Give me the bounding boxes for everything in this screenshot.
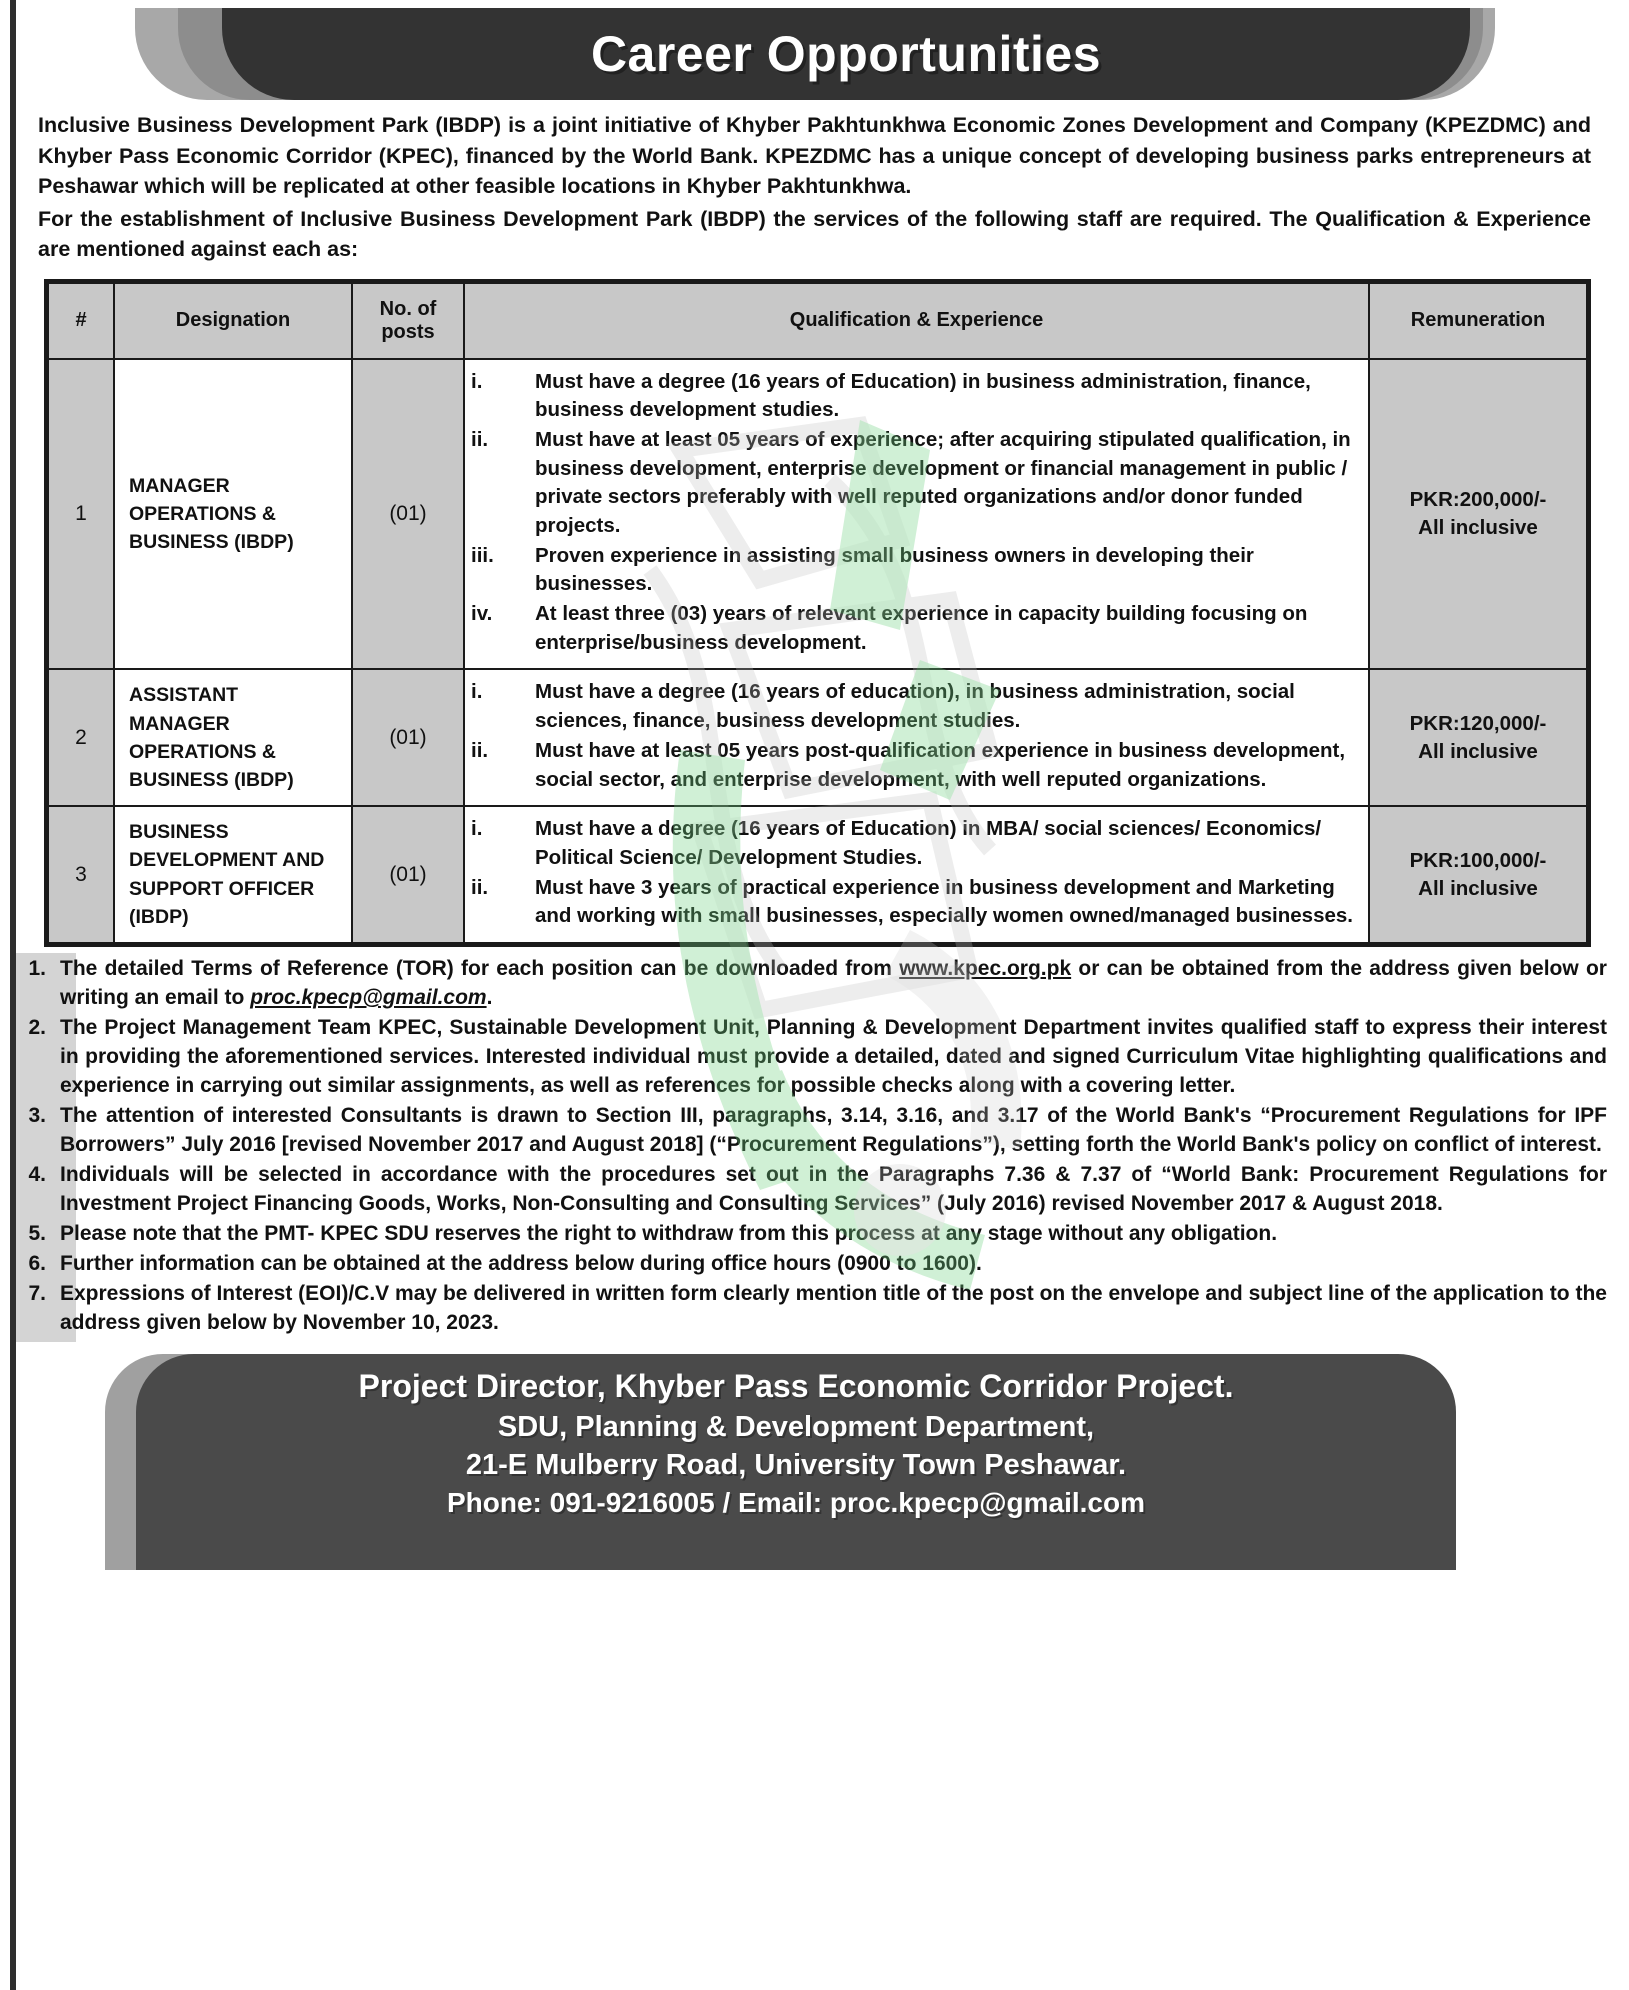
footer-banner [0,1348,1629,1570]
note-number: 7. [28,1281,46,1305]
footer-line-director: Project Director, Khyber Pass Economic Corridor Project. [358,1367,1234,1404]
note-number: 6. [28,1251,46,1275]
header-qualification: Qualification & Experience [464,283,1369,359]
note-text-fragment: Further information can be obtained at the address below during office hours (0900 to 1600). [60,1251,982,1275]
cell-qualification [464,806,1369,943]
remuneration-amount: PKR:100,000/- [1409,848,1547,872]
cell-row-number: 3 [48,806,114,943]
qualification-list [471,678,1358,794]
qualification-item [471,874,1358,931]
notes-list [16,955,1607,1338]
qualification-marker: ii. [471,738,489,762]
note-text [60,1161,1607,1219]
remuneration-note: All inclusive [1418,876,1538,900]
note-link[interactable]: www.kpec.org.pk [899,956,1072,980]
cell-posts: (01) [352,669,464,806]
note-text-fragment: . [486,985,493,1009]
footer-line-department: SDU, Planning & Development Department, [497,1410,1095,1443]
header-posts: No. of posts [352,283,464,359]
cell-qualification [464,669,1369,806]
page-title: Career Opportunities [590,26,1102,82]
intro-section [30,110,1599,265]
note-text-fragment: The detailed Terms of Reference (TOR) for each position can be downloaded from [60,956,900,980]
note-item [16,1280,1607,1338]
cell-designation: MANAGER OPERATIONS & BUSINESS (IBDP) [114,359,352,670]
note-text [60,1250,1607,1279]
qualification-item [471,368,1358,425]
intro-paragraph-1: Inclusive Business Development Park (IBDP) is a joint initiative of Khyber Pakhtunkhwa Economic Zones Development and Company (KPEZDMC) and Khyber Pass Economic Corridor (KPEC), financed by the World Bank. KPEZDMC has a unique concept of developing business parks entrepreneurs at Peshawar which will be replicated at other feasible locations in Khyber Pakhtunkhwa. [38,113,1591,199]
note-number: 5. [28,1221,46,1245]
qualification-marker: ii. [471,875,489,899]
qualification-text: At least three (03) years of relevant experience in capacity building focusing on enterprise/business development. [535,602,1308,654]
footer-plate [136,1354,1456,1570]
note-text-fragment: Expressions of Interest (EOI)/C.V may be delivered in written form clearly mention title of the post on the envelope and subject line of the application to the address given below by November 10, 2023. [60,1281,1607,1334]
jobs-table [47,282,1588,944]
note-item [16,1014,1607,1101]
qualification-text: Must have a degree (16 years of Education) in business administration, finance, business development studies. [535,369,1311,422]
table-row [48,806,1587,943]
note-text-fragment: or can be obtained from the address given below or writing an email to [60,956,1607,1009]
cell-designation: ASSISTANT MANAGER OPERATIONS & BUSINESS (IBDP) [114,669,352,806]
notes-section [16,955,1607,1338]
footer-line-address: 21-E Mulberry Road, University Town Peshawar. [465,1448,1127,1481]
note-text [60,955,1607,1013]
note-item [16,1161,1607,1219]
qualification-text: Must have at least 05 years of experience; after acquiring stipulated qualification, in business development, enterprise development or financial management in public / private sectors preferably with well reputed organizations and/or donor funded projects. [535,427,1351,538]
qualification-marker: iii. [471,543,494,567]
qualification-marker: iv. [471,602,493,626]
note-email-link[interactable]: proc.kpecp@gmail.com [250,985,487,1009]
qualification-text: Must have 3 years of practical experience in business development and Marketing and working with small businesses, especially women owned/managed businesses. [535,875,1353,928]
cell-posts: (01) [352,806,464,943]
table-row [48,669,1587,806]
qualification-text: Must have at least 05 years post-qualification experience in business development, social sector, and enterprise development, with well reputed organizations. [535,738,1346,791]
note-text-fragment: The Project Management Team KPEC, Sustainable Development Unit, Planning & Development Department invites qualified staff to express their interest in providing the aforementioned services. Interested individual must provide a detailed, dated and signed Curriculum Vitae highlighting qualifications and experience in carrying out similar assignments, as well as references for possible checks along with a covering letter. [60,1015,1607,1097]
jobs-table-container [44,279,1591,947]
qualification-item [471,426,1358,541]
header-designation: Designation [114,283,352,359]
table-header-row [48,283,1587,359]
note-item [16,1250,1607,1279]
jobs-table-head [48,283,1587,359]
note-text-fragment: Please note that the PMT- KPEC SDU reserves the right to withdraw from this process at any stage without any obligation. [60,1221,1278,1245]
cell-remuneration [1369,669,1587,806]
qualification-list [471,368,1358,658]
header-num: # [48,283,114,359]
qualification-text: Must have a degree (16 years of Education) in MBA/ social sciences/ Economics/ Political Science/ Development Studies. [535,817,1322,869]
cell-posts: (01) [352,359,464,670]
qualification-marker: i. [471,817,483,841]
note-text [60,1014,1607,1101]
cell-qualification [464,359,1369,670]
qualification-item [471,815,1358,872]
cell-designation: BUSINESS DEVELOPMENT AND SUPPORT OFFICER (IBDP) [114,806,352,943]
qualification-marker: i. [471,680,483,704]
remuneration-note: All inclusive [1418,739,1538,763]
cell-row-number: 1 [48,359,114,670]
qualification-text: Proven experience in assisting small business owners in developing their businesses. [535,543,1254,596]
note-text [60,1102,1607,1160]
table-row [48,359,1587,670]
note-item [16,1102,1607,1160]
note-number: 4. [28,1162,46,1186]
qualification-text: Must have a degree (16 years of education), in business administration, social sciences, finance, business development studies. [535,680,1295,733]
note-number: 3. [28,1103,46,1127]
note-text-fragment: Individuals will be selected in accordance with the procedures set out in the Paragraphs 7.36 & 7.37 of “World Bank: Procurement Regulations for Investment Project Financing Goods, Works, Non-Consulting and Consulting Services” (July 2016) revised November 2017 & August 2018. [60,1162,1607,1215]
note-text-fragment: The attention of interested Consultants is drawn to Section III, paragraphs, 3.14, 3.16, and 3.17 of the World Bank's “Procurement Regulations for IPF Borrowers” July 2016 [revised November 2017 and August 2018] (“Procurement Regulations”), setting forth the World Bank's policy on conflict of interest. [60,1103,1607,1156]
cell-remuneration [1369,806,1587,943]
cell-row-number: 2 [48,669,114,806]
header-banner [0,0,1629,100]
qualification-item [471,678,1358,735]
qualification-item [471,737,1358,794]
intro-paragraph-2: For the establishment of Inclusive Business Development Park (IBDP) the services of the following staff are required. The Qualification & Experience are mentioned against each as: [38,206,1591,262]
note-item [16,955,1607,1013]
footer-line-contact: Phone: 091-9216005 / Email: proc.kpecp@gmail.com [446,1486,1146,1518]
note-text [60,1220,1607,1249]
qualification-item [471,542,1358,599]
remuneration-amount: PKR:120,000/- [1409,712,1547,736]
qualification-marker: i. [471,369,483,393]
qualification-item [471,600,1358,657]
cell-remuneration [1369,359,1587,670]
note-number: 2. [28,1015,46,1039]
header-remuneration: Remuneration [1369,283,1587,359]
qualification-marker: ii. [471,427,489,451]
note-item [16,1220,1607,1249]
remuneration-note: All inclusive [1418,516,1538,540]
header-plate [222,8,1470,100]
note-text [60,1280,1607,1338]
jobs-table-body [48,359,1587,943]
note-number: 1. [28,956,46,980]
remuneration-amount: PKR:200,000/- [1409,488,1547,512]
qualification-list [471,815,1358,931]
